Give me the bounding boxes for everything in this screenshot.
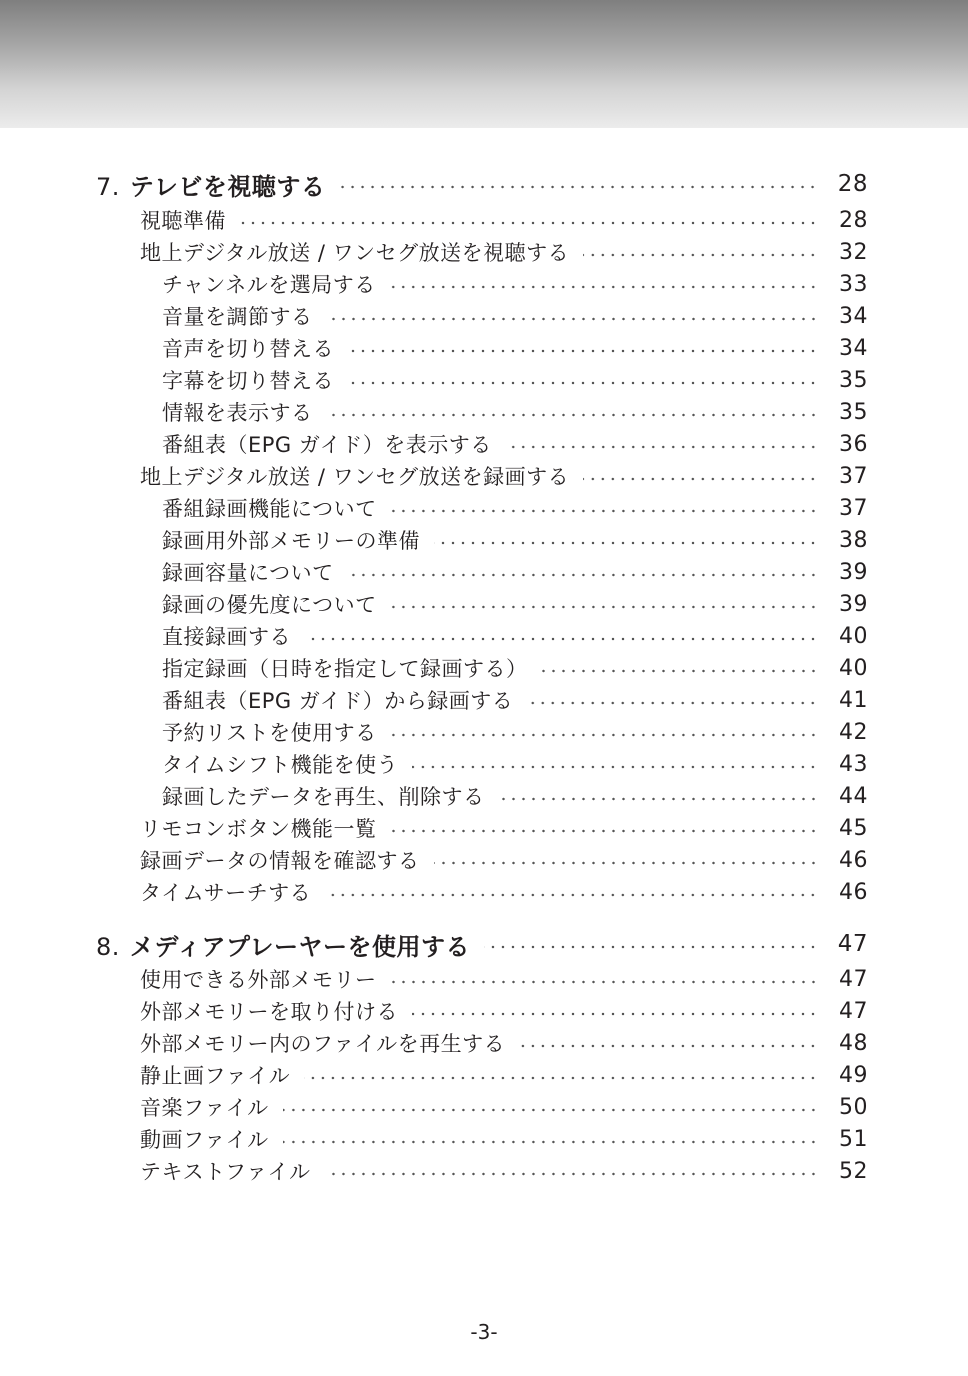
page-number: 37	[839, 495, 868, 521]
toc-entry[interactable]	[140, 876, 868, 908]
header-gradient-band	[0, 0, 968, 128]
toc-entry[interactable]	[140, 1091, 868, 1123]
dot-leader	[583, 460, 818, 492]
page-number: 39	[839, 591, 868, 617]
toc-entry[interactable]	[162, 300, 868, 332]
page-footer-number: -3-	[470, 1320, 498, 1344]
dot-leader	[327, 396, 819, 428]
entry-title: 番組表（EPG ガイド）から録画する	[162, 689, 514, 713]
dot-leader	[305, 620, 818, 652]
toc-entry[interactable]	[140, 844, 868, 876]
toc-entry[interactable]	[140, 995, 868, 1027]
entry-title: 予約リストを使用する	[162, 721, 377, 745]
toc-entry[interactable]	[140, 812, 868, 844]
page-number: 48	[839, 1030, 868, 1056]
page-number: 35	[839, 399, 868, 425]
dot-leader	[325, 1155, 818, 1187]
toc-chapter-7[interactable]	[96, 166, 868, 202]
entry-title: 番組録画機能について	[162, 497, 377, 521]
dot-leader	[348, 332, 818, 364]
entry-title: 録画用外部メモリーの準備	[162, 529, 420, 553]
dot-leader	[519, 1027, 818, 1059]
toc-entry[interactable]	[140, 204, 868, 236]
entry-title: タイムサーチする	[140, 881, 312, 905]
dot-leader	[339, 168, 818, 200]
toc-entry[interactable]	[140, 460, 868, 492]
toc-entry[interactable]	[162, 428, 868, 460]
page-number: 40	[839, 623, 868, 649]
toc-entry[interactable]	[162, 588, 868, 620]
page-number: 41	[839, 687, 868, 713]
page-number: 32	[839, 239, 868, 265]
dot-leader	[390, 268, 818, 300]
chapter-number: 7.	[96, 172, 120, 201]
page-number: 39	[839, 559, 868, 585]
toc-entry[interactable]	[162, 748, 868, 780]
page-number: 28	[839, 207, 868, 233]
page-number: 46	[839, 847, 868, 873]
dot-leader	[391, 716, 818, 748]
entry-title: 外部メモリー内のファイルを再生する	[140, 1032, 506, 1056]
page-number: 45	[839, 815, 868, 841]
dot-leader	[391, 963, 819, 995]
page-number: 40	[839, 655, 868, 681]
dot-leader	[283, 1091, 818, 1123]
entry-title: 音楽ファイル	[140, 1096, 269, 1120]
toc-entry[interactable]	[140, 1123, 868, 1155]
chapter-title: 7. テレビを視聴する	[96, 172, 326, 201]
dot-leader	[583, 236, 818, 268]
dot-leader	[240, 204, 818, 236]
page-number: 47	[839, 998, 868, 1024]
entry-title: タイムシフト機能を使う	[162, 753, 399, 777]
page-number: 50	[839, 1094, 868, 1120]
dot-leader	[304, 1059, 818, 1091]
toc-entry[interactable]	[140, 1155, 868, 1187]
dot-leader	[412, 748, 818, 780]
entry-title: 音量を調節する	[162, 305, 313, 329]
toc-entry[interactable]	[162, 780, 868, 812]
page-number: 33	[839, 271, 868, 297]
dot-leader	[542, 652, 819, 684]
chapter-title: 8. メディアプレーヤーを使用する	[96, 932, 471, 961]
page-number: 52	[839, 1158, 868, 1184]
page-number: 34	[839, 303, 868, 329]
entry-title: テキストファイル	[140, 1160, 311, 1184]
entry-title: 音声を切り替える	[162, 337, 334, 361]
dot-leader	[325, 876, 818, 908]
entry-title: チャンネルを選局する	[162, 273, 376, 297]
page-number: 49	[839, 1062, 868, 1088]
page-number: 47	[837, 931, 868, 957]
toc-entry[interactable]	[140, 1059, 868, 1091]
entry-title: 録画容量について	[162, 561, 334, 585]
entry-title: 番組表（EPG ガイド）を表示する	[162, 433, 492, 457]
entry-title: 地上デジタル放送 / ワンセグ放送を視聴する	[140, 241, 570, 265]
entry-title: 直接録画する	[162, 625, 291, 649]
toc-entry[interactable]	[162, 524, 868, 556]
dot-leader	[434, 844, 819, 876]
page-number: 35	[839, 367, 868, 393]
dot-leader	[434, 524, 818, 556]
page-number: 47	[839, 966, 868, 992]
toc-entry[interactable]	[140, 1027, 868, 1059]
toc-entry[interactable]	[162, 620, 868, 652]
dot-leader	[327, 300, 819, 332]
page-number: 51	[839, 1126, 868, 1152]
dot-leader	[484, 928, 818, 960]
page-number: 28	[837, 171, 868, 197]
toc-entry[interactable]	[162, 652, 868, 684]
toc-entry[interactable]	[162, 364, 868, 396]
page-number: 43	[839, 751, 868, 777]
dot-leader	[348, 556, 818, 588]
entry-title: 視聴準備	[140, 209, 226, 233]
page-number: 37	[839, 463, 868, 489]
toc-entry[interactable]	[162, 268, 868, 300]
chapter-number: 8.	[96, 932, 120, 961]
dot-leader	[412, 995, 818, 1027]
page-number: 36	[839, 431, 868, 457]
toc-entry[interactable]	[140, 236, 868, 268]
dot-leader	[391, 492, 818, 524]
page-number: 38	[839, 527, 868, 553]
toc-entry[interactable]	[162, 716, 868, 748]
entry-title: 録画の優先度について	[162, 593, 377, 617]
entry-title: 指定録画（日時を指定して録画する）	[162, 657, 528, 681]
page-number: 42	[839, 719, 868, 745]
dot-leader	[527, 684, 818, 716]
toc-chapter-8[interactable]	[96, 926, 868, 962]
entry-title: 使用できる外部メモリー	[140, 968, 377, 992]
page-number: 46	[839, 879, 868, 905]
dot-leader	[348, 364, 818, 396]
entry-title: 外部メモリーを取り付ける	[140, 1000, 398, 1024]
entry-title: 地上デジタル放送 / ワンセグ放送を録画する	[140, 465, 570, 489]
entry-title: 動画ファイル	[140, 1128, 269, 1152]
dot-leader	[391, 588, 818, 620]
toc-entry[interactable]	[162, 332, 868, 364]
entry-title: 録画データの情報を確認する	[140, 849, 420, 873]
toc-entry[interactable]	[162, 396, 868, 428]
toc-entry[interactable]	[140, 963, 868, 995]
entry-title: 録画したデータを再生、削除する	[162, 785, 485, 809]
entry-title: 情報を表示する	[162, 401, 313, 425]
entry-title: リモコンボタン機能一覧	[140, 817, 377, 841]
dot-leader	[499, 780, 819, 812]
page-number: 44	[839, 783, 868, 809]
toc-entry[interactable]	[162, 556, 868, 588]
dot-leader	[506, 428, 818, 460]
toc-entry[interactable]	[162, 684, 868, 716]
dot-leader	[283, 1123, 818, 1155]
entry-title: 字幕を切り替える	[162, 369, 334, 393]
dot-leader	[391, 812, 819, 844]
toc-entry[interactable]	[162, 492, 868, 524]
page-number: 34	[839, 335, 868, 361]
entry-title: 静止画ファイル	[140, 1064, 291, 1088]
